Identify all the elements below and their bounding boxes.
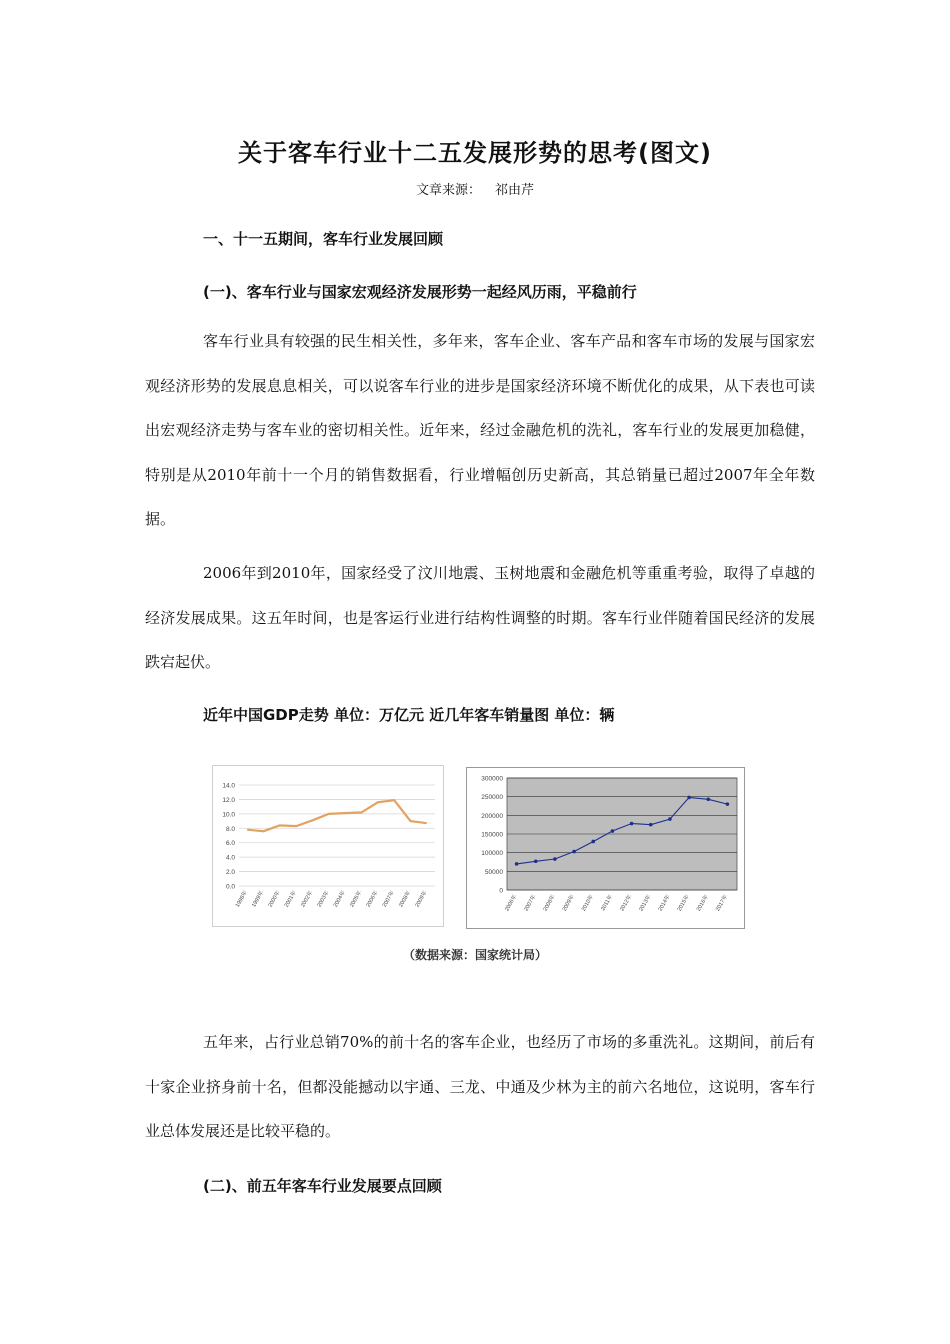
y-tick-label: 2.0 <box>225 869 235 877</box>
x-tick-label: 2005年 <box>349 890 364 909</box>
data-point <box>534 859 538 863</box>
subsection-heading-2: (二)、前五年客车行业发展要点回顾 <box>203 1177 442 1195</box>
data-point <box>687 796 691 800</box>
y-tick-label: 8.0 <box>225 825 235 833</box>
x-tick-label: 1998年 <box>234 890 249 909</box>
y-tick-label: 0.0 <box>225 883 235 891</box>
x-tick-label: 2013年 <box>638 894 653 913</box>
data-point <box>611 829 615 833</box>
x-tick-label: 2016年 <box>695 894 710 913</box>
x-tick-label: 2007年 <box>523 894 538 913</box>
paragraph-2: 2006年到2010年，国家经受了汶川地震、玉树地震和金融危机等重重考验，取得了卓越的经济发展成果。这五年时间，也是客运行业进行结构性调整的时期。客车行业伴随着国民经济的发展跌宕起伏。 <box>145 564 815 672</box>
y-tick-label: 50000 <box>484 868 503 876</box>
y-tick-label: 100000 <box>481 850 503 858</box>
document-title: 关于客车行业十二五发展形势的思考(图文) <box>238 139 712 167</box>
data-point <box>630 822 634 826</box>
y-tick-label: 200000 <box>481 812 503 820</box>
x-tick-label: 2015年 <box>676 894 691 913</box>
data-point <box>553 857 557 861</box>
section-heading-1: 一、十一五期间，客车行业发展回顾 <box>203 230 444 248</box>
data-point <box>668 817 672 821</box>
article-source <box>0 179 950 198</box>
paragraph-1: 客车行业具有较强的民生相关性，多年来，客车企业、客车产品和客车市场的发展与国家宏观经济形势的发展息息相关，可以说客车行业的进步是国家经济环境不断优化的成果，从下表也可读出宏观经济走势与客车业的密切相关性。近年来，经过金融危机的洗礼，客车行业的发展更加稳健，特别是从2010年前十一个月的销售数据看，行业增幅创历史新高，其总销量已超过2007年全年数据。 <box>145 332 815 529</box>
x-tick-label: 2004年 <box>332 890 347 909</box>
x-tick-label: 2001年 <box>283 890 298 909</box>
y-tick-label: 10.0 <box>222 811 235 819</box>
x-tick-label: 2014年 <box>657 894 672 913</box>
y-tick-label: 150000 <box>481 831 503 839</box>
series-line <box>247 800 427 831</box>
x-tick-label: 2010年 <box>580 894 595 913</box>
y-tick-label: 4.0 <box>225 854 235 862</box>
data-point <box>726 802 730 806</box>
data-point <box>572 850 576 854</box>
x-tick-label: 2003年 <box>316 890 331 909</box>
subsection-heading-1: (一)、客车行业与国家宏观经济发展形势一起经风历雨，平稳前行 <box>203 283 637 301</box>
paragraph-3: 五年来，占行业总销70%的前十名的客车企业，也经历了市场的多重洗礼。这期间，前后有十家企业挤身前十名，但都没能撼动以宇通、三龙、中通及少林为主的前六名地位，这说明，客车行业总体发展还是比较平稳的。 <box>145 1033 815 1141</box>
y-tick-label: 300000 <box>481 775 503 783</box>
gdp-chart-svg <box>213 766 443 926</box>
data-point <box>515 862 519 866</box>
gdp-line-chart <box>212 765 444 927</box>
x-tick-label: 2006年 <box>504 894 519 913</box>
data-point <box>649 823 653 827</box>
x-tick-label: 2007年 <box>381 890 396 909</box>
x-tick-label: 1999年 <box>251 890 266 909</box>
y-tick-label: 250000 <box>481 794 503 802</box>
data-point <box>591 840 595 844</box>
x-tick-label: 2009年 <box>561 894 576 913</box>
y-tick-label: 12.0 <box>222 796 235 804</box>
x-tick-label: 2011年 <box>600 894 615 913</box>
y-tick-label: 14.0 <box>222 782 235 790</box>
x-tick-label: 2017年 <box>715 894 730 913</box>
y-tick-label: 6.0 <box>225 840 235 848</box>
x-tick-label: 2002年 <box>300 890 315 909</box>
x-tick-label: 2008年 <box>542 894 557 913</box>
x-tick-label: 2012年 <box>619 894 634 913</box>
source-label: 文章来源： <box>415 183 481 198</box>
figure-source: （数据来源：国家统计局） <box>402 948 547 962</box>
x-tick-label: 2000年 <box>267 890 282 909</box>
source-author: 祁由芹 <box>495 183 535 198</box>
data-point <box>706 797 710 801</box>
x-tick-label: 2008年 <box>398 890 413 909</box>
x-tick-label: 2009年 <box>414 890 429 909</box>
figure-caption: 近年中国GDP走势 单位：万亿元 近几年客车销量图 单位：辆 <box>203 706 615 724</box>
bus-sales-line-chart <box>466 767 745 929</box>
sales-chart-svg <box>467 768 744 928</box>
y-tick-label: 0 <box>499 887 503 895</box>
x-tick-label: 2006年 <box>365 890 380 909</box>
